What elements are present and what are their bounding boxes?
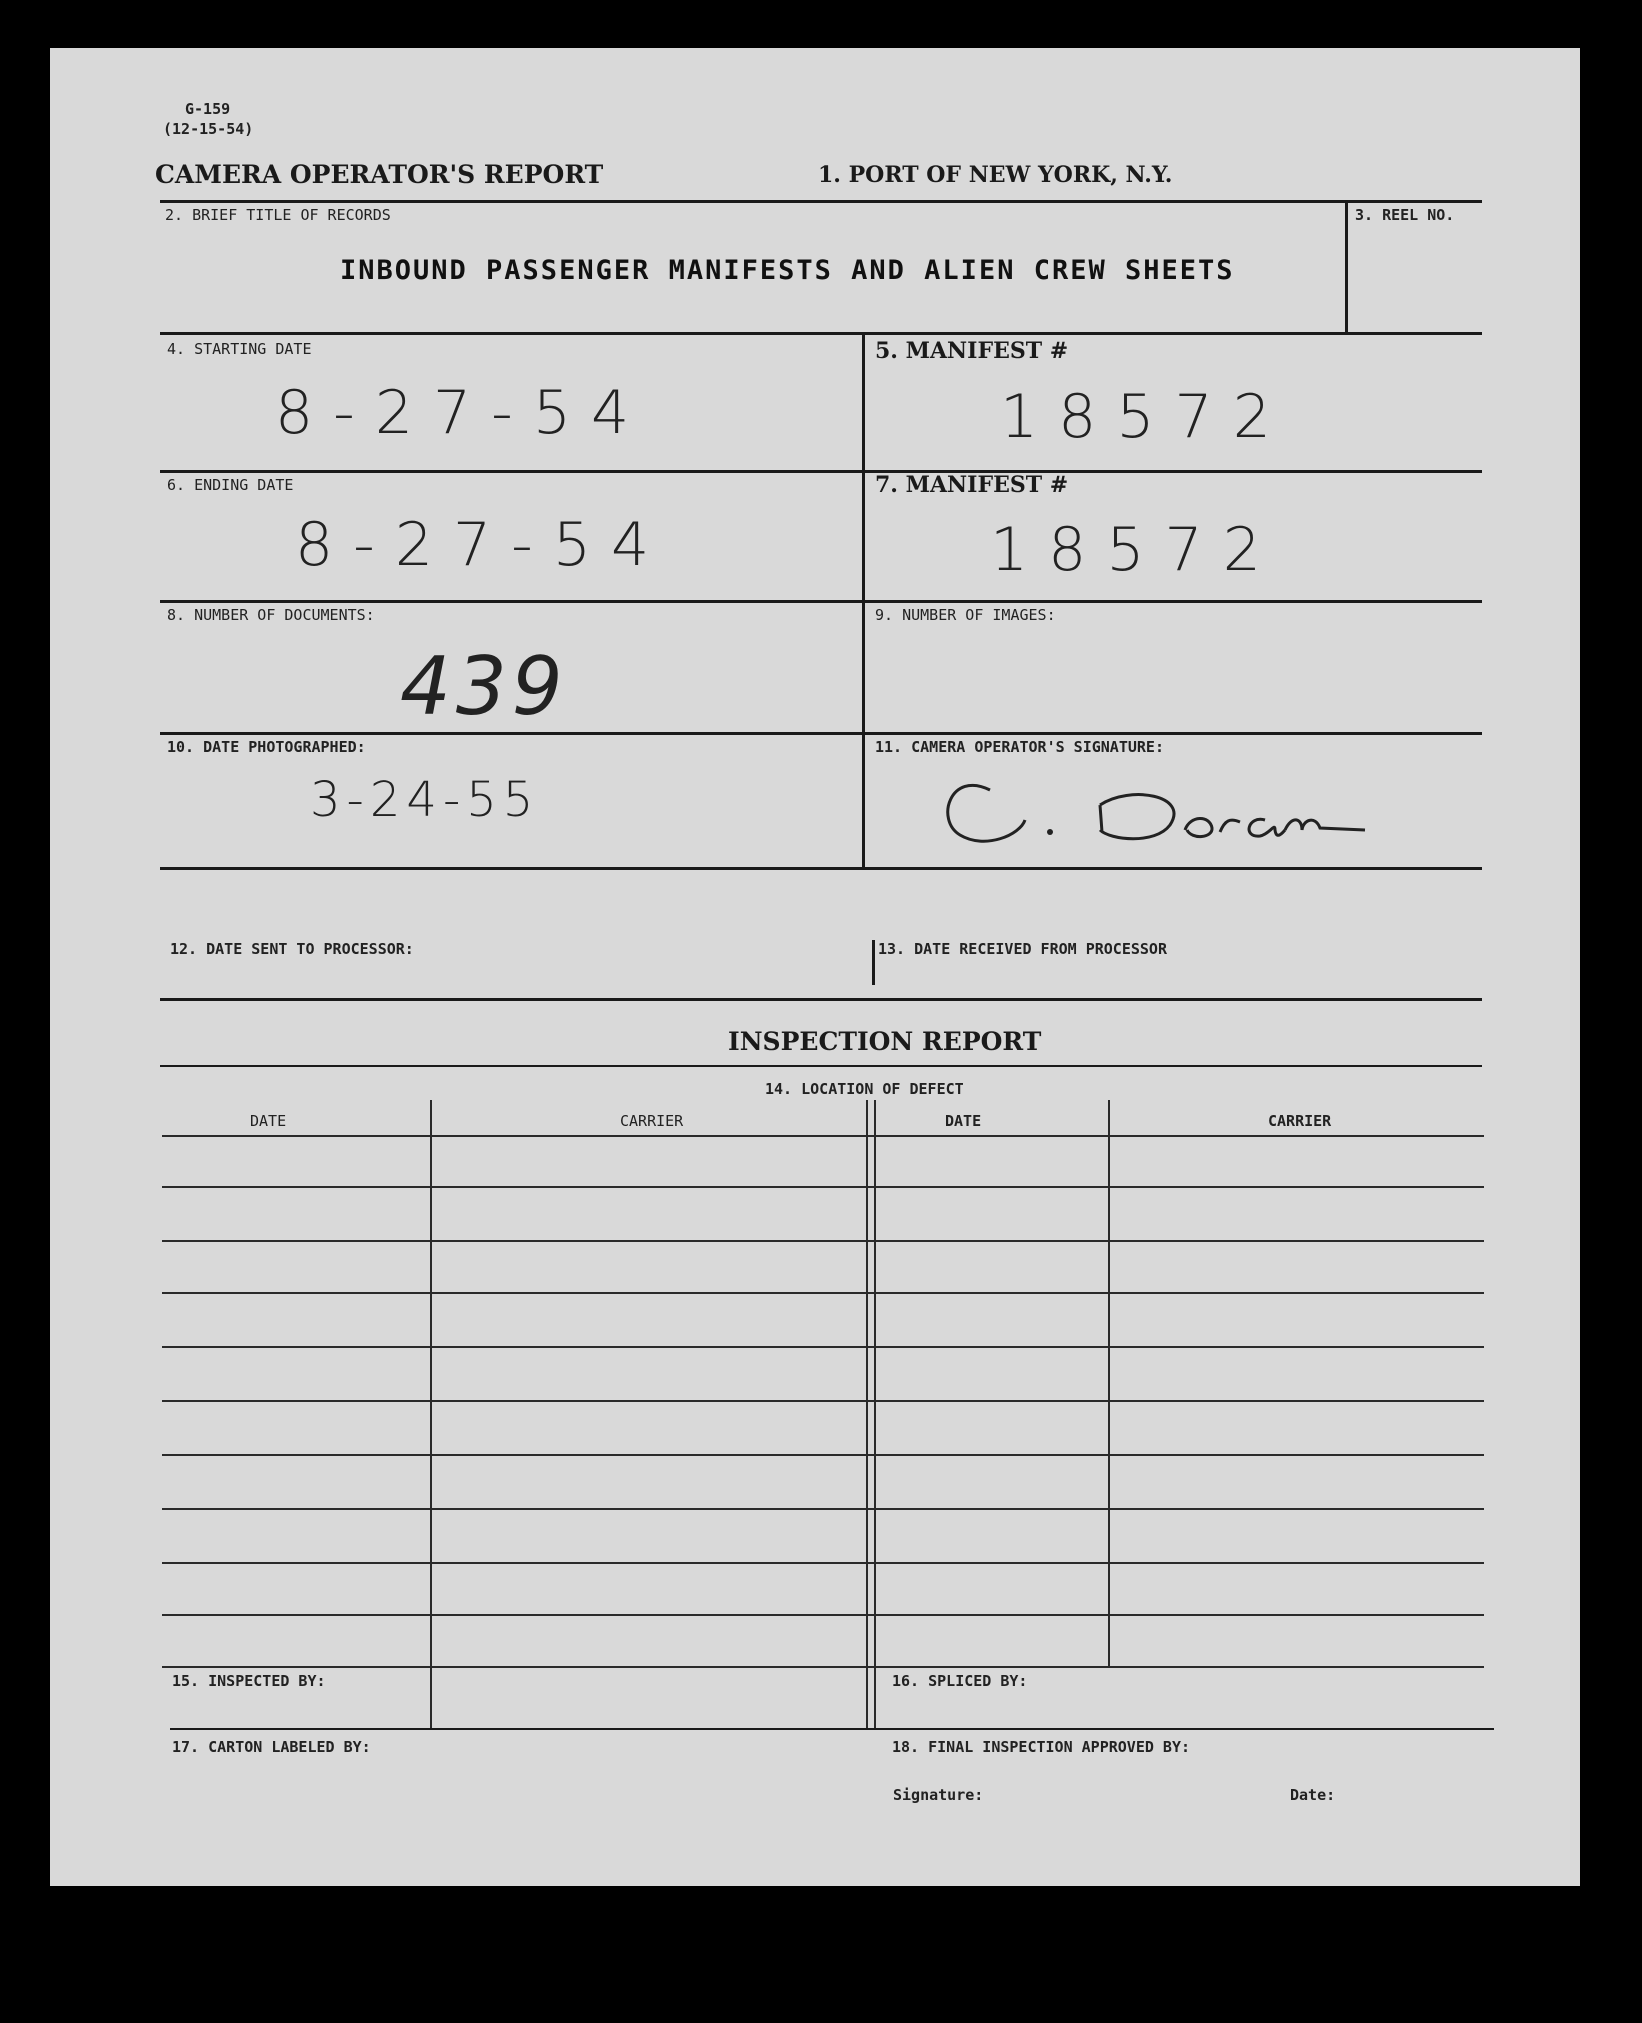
ending-date-label: 6. ENDING DATE: [167, 476, 294, 494]
col-carrier-2: CARRIER: [1268, 1112, 1332, 1130]
table-row-rule: [162, 1454, 1484, 1456]
manifest-end-label: 7. MANIFEST #: [875, 472, 1069, 498]
inspection-heading: INSPECTION REPORT: [728, 1027, 1042, 1056]
rule-7: [160, 998, 1482, 1001]
rule-9: [170, 1728, 1494, 1730]
table-row-rule: [162, 1346, 1484, 1348]
operator-signature: [930, 760, 1370, 860]
table-row-rule: [162, 1240, 1484, 1242]
table-row-rule: [162, 1400, 1484, 1402]
spliced-label: 16. SPLICED BY:: [892, 1672, 1028, 1690]
form-title: CAMERA OPERATOR'S REPORT: [155, 160, 604, 189]
images-label: 9. NUMBER OF IMAGES:: [875, 606, 1056, 624]
final-label: 18. FINAL INSPECTION APPROVED BY:: [892, 1738, 1191, 1756]
table-row-rule: [162, 1508, 1484, 1510]
final-signature-label: Signature:: [893, 1786, 984, 1804]
defect-label: 14. LOCATION OF DEFECT: [765, 1080, 964, 1098]
form-code: G-159: [185, 100, 231, 118]
table-col-divider: [874, 1100, 876, 1728]
table-col-divider: [866, 1100, 868, 1728]
documents-label: 8. NUMBER OF DOCUMENTS:: [167, 606, 375, 624]
brief-title-label: 2. BRIEF TITLE OF RECORDS: [165, 206, 391, 224]
col-carrier-1: CARRIER: [620, 1112, 684, 1130]
table-bottom-rule: [162, 1666, 1484, 1668]
carton-label: 17. CARTON LABELED BY:: [172, 1738, 371, 1756]
date-photographed-label: 10. DATE PHOTOGRAPHED:: [167, 738, 366, 756]
table-col-divider: [1108, 1100, 1110, 1666]
brief-title-value: INBOUND PASSENGER MANIFESTS AND ALIEN CREW SHEETS: [340, 255, 1235, 286]
col-date-1: DATE: [250, 1112, 287, 1130]
final-date-label: Date:: [1290, 1786, 1336, 1804]
starting-date-label: 4. STARTING DATE: [167, 340, 312, 358]
rule-reel-left: [1345, 200, 1348, 332]
table-row-rule: [162, 1292, 1484, 1294]
manifest-start-value: 18572: [1000, 382, 1291, 452]
table-row-rule: [162, 1562, 1484, 1564]
inspected-label: 15. INSPECTED BY:: [172, 1672, 326, 1690]
sent-label: 12. DATE SENT TO PROCESSOR:: [170, 940, 414, 958]
rule-8: [160, 1065, 1482, 1067]
reel-label: 3. REEL NO.: [1355, 206, 1455, 224]
rule-center-12: [872, 940, 875, 985]
documents-value: 439: [400, 640, 568, 733]
starting-date-value: 8-27-54: [275, 378, 650, 448]
table-row-rule: [162, 1186, 1484, 1188]
form-paper: [50, 48, 1580, 1886]
rule-4: [160, 600, 1482, 603]
date-photographed-value: 3-24-55: [310, 772, 540, 828]
table-header-rule: [162, 1135, 1484, 1137]
form-revision: (12-15-54): [163, 120, 254, 138]
table-col-divider: [430, 1100, 432, 1728]
table-row-rule: [162, 1614, 1484, 1616]
rule-2: [160, 332, 1482, 335]
received-label: 13. DATE RECEIVED FROM PROCESSOR: [878, 940, 1167, 958]
ending-date-value: 8-27-54: [295, 510, 670, 580]
rule-top: [160, 200, 1482, 203]
port-label: 1. PORT OF NEW YORK, N.Y.: [818, 162, 1173, 188]
rule-5: [160, 732, 1482, 735]
rule-6: [160, 867, 1482, 870]
manifest-end-value: 18572: [990, 515, 1281, 585]
signature-label: 11. CAMERA OPERATOR'S SIGNATURE:: [875, 738, 1164, 756]
manifest-start-label: 5. MANIFEST #: [875, 338, 1069, 364]
rule-3: [160, 470, 1482, 473]
col-date-2: DATE: [945, 1112, 982, 1130]
